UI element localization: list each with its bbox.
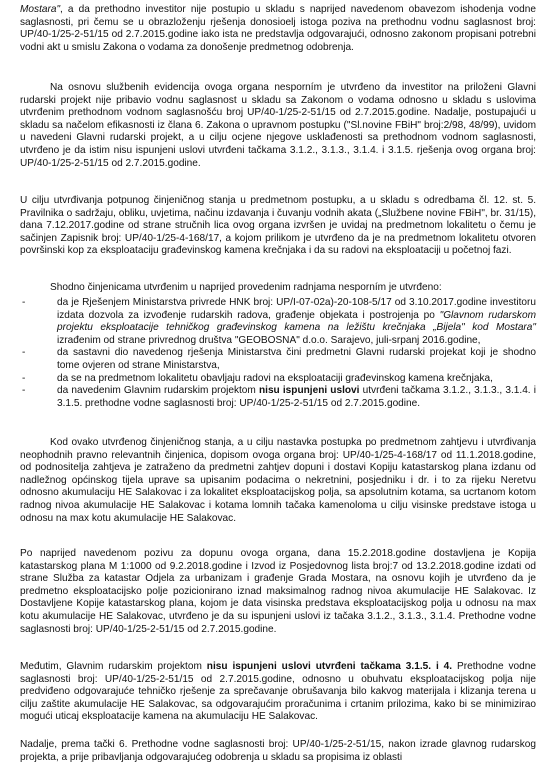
paragraph-3-text: U cilju utvrđivanja potpunog činjeničnog stanja u predmetnom postupku, a u skladu s odredbama čl. 12. st. 5. Pravilnika o sadržaju, obliku, uvjetima, načinu izdavanja i čuvanju vodnih akata („Službene novine FBiH", br. 31/15), dana 7.12.2017.godine od strane stručnih lica ovog organa izvršen je uvidaj na predmetnom lokalitetu o čemu je sačinjen Zapisnik broj: UP/40-1/25-4-168/17, a kojom prilikom je utvrđeno da je na predmetnom lokalitetu otvoren površinski kop za eksploataciju građevinskog kamena krečnjaka i da su radovi na eksploataciji u početnoj fazi.: [20, 195, 536, 257]
paragraph-8: [20, 739, 536, 764]
list-item: - da sastavni dio navedenog rješenja Ministarstva čini predmetni Glavni rudarski projekat koji je shodno tome ovjeren od strane Ministarstva,: [20, 347, 536, 372]
mostara-quote: Mostara": [20, 4, 61, 15]
paragraph-3: [20, 195, 536, 258]
paragraph-1-text: , a da prethodno investitor nije postupio u skladu s naprijed navedenom obavezom ishodenja vodne saglasnosti, pri čemu se u obrazloženju rješenja donosioelj istoga poziva na prethodnu vodnu saglasnost broj: UP/40-1/25-2-51/15 od 2.7.2015.godine iako ista ne predstavlja odgovarajući, odnosno zakonom propisani potrebni vodni akt u smislu Zakona o vodama za donošenje predmetnog odobrenja.: [20, 4, 536, 53]
paragraph-6-text: Po naprijed navedenom pozivu za dopunu ovoga organa, dana 15.2.2018.godine dostavljena je Kopija katastarskog plana M 1:1000 od 9.2.2018.godine i Izvod iz Posjedovnog lista broj:7 od 13.2.2018.godine izdati od strane Služba za katastar Odjela za urbanizam i građenje Grada Mostara, na osnovu kojih je utvrđeno da je predmetno eksploatacijsko polje pozicionirano iznad maksimalnog radnog nivoa akumulacije HE Salakovac. Iz Dostavljene Kopije katastarskog plana, kojom je data visinska predstava eksploatacijskog polja u odnosu na max kotu akumulacije HE Salakovac, utvrđeno je da su ispunjeni uslovi iz tačaka 3.1.2., 3.1.3., 3.1.4. Prethodne vodne saglasnosti broj: UP/40-1/25-2-51/15 od 2.7.2015.godine.: [20, 548, 536, 635]
paragraph-8-text: Nadalje, prema tački 6. Prethodne vodne saglasnosti broj: UP/40-1/25-2-51/15, nakon izrade glavnog rudarskog projekta, a prije pribavljanja odgovarajućeg odobrenja u skladu sa propisima iz oblasti: [20, 739, 536, 763]
paragraph-1: [20, 4, 536, 54]
list-item: - da se na predmetnom lokalitetu obavljaju radovi na eksploataciji građevinskog kamena krečnjaka,: [20, 373, 536, 386]
paragraph-6: [20, 548, 536, 636]
paragraph-7: Međutim, Glavnim rudarskim projektom nisu ispunjeni uslovi utvrđeni tačkama 3.1.5. i 4. Prethodne vodne saglasnosti broj: UP/40-1/25-2-51/15 od 2.7.2015.godine, odnosno u obuhvatu eksploatacijskog polja nije predviđeno odgovarajuće tehničko rješenje za sprečavanje obrušavanja bilo kakvog materijala i klizanja terena u cilju zaštite akumulacije HE Salakovac, sa odgovarajućim proračunima i crtanim prilozima, kako bi se minimizirao mogući uticaj eksploatacije kamena na akumulaciju HE Salakovac.: [20, 661, 536, 723]
paragraph-5-text: Kod ovako utvrđenog činjeničnog stanja, a u cilju nastavka postupka po predmetnom zahtjevu i utvrđivanja neophodnih pravno relevantnih činjenica, dopisom ovoga organa broj: UP/40-1/25-4-168/17 od 11.1.2018.godine, od podnositelja zahtjeva je zatraženo da predmetni zahtjev dopuni i dostavi Kopiju katastarskog plana izdanu od nadležnog općinskog tijela uprave sa upisanim podacima o nekretnini, posjedniku i dr. i to za rijeku Neretvu odnosno akumulaciju HE Salakovac i za lokalitet eksploatacijskog polja, sa apsolutnim kotama, sa ucrtanom kotom radnog nivoa akumulacije HE Salakovac i kotama lomnih tačaka kamenoloma u cilju visinske predstave istoga u odnosu na max kotu akumulacije HE Salakovac.: [20, 437, 536, 524]
paragraph-2-text: Na osnovu službenih evidencija ovoga organa nesporním je utvrđeno da investitor na priloženi Glavni rudarski projekt nije pribavio vodnu saglasnost u skladu sa Zakonom o vodama odnosno u skladu s uslovima utvrđenim prethodnom vodnom saglasnošću broj UP/40-1/25-2-51/15 od 2.7.2015.godine. Nadalje, postupajući u skladu sa načelom efikasnosti iz člana 6. Zakona o upravnom postupku ("Sl.novine FBiH" broj:2/98, 48/99), uvidom u navedeni Glavni rudarski projekt, a u cilju ocjene njegove usklađenosti sa prethodnom vodnom saglasnosti, utvrđeno je da istim nisu ispunjeni uslovi utvrđeni tačkama 3.1.2., 3.1.3., 3.1.4. i 3.1.5. rješenja ovog organa broj: UP/40-1/25-2-51/15 od 2.7.2015.godine.: [20, 82, 536, 169]
paragraph-5: [20, 437, 536, 525]
paragraph-4-text: Shodno činjenicama utvrđenim u naprijed provedenim radnjama nesporním je utvrđeno:: [50, 282, 442, 293]
emphasis-conditions-3-1-5-and-4: nisu ispunjeni uslovi utvrđeni tačkama 3.1.5. i 4.: [206, 661, 453, 672]
project-title: "Glavnom rudarskom projektu eksploatacije tehničkog građevinskog kamena na ležištu krečnjaka „Bijela" kod Mostara": [57, 309, 536, 334]
list-item: - da je Rješenjem Ministarstva privrede HNK broj: UP/I-07-02a)-20-108-5/17 od 3.10.2017.godine investitoru izdata dozvola za izvođenje rudarskih radova, građenje objekata i postrojenja po "Glavnom rudarskom projektu eksploatacije tehničkog građevinskog kamena na ležištu krečnjaka „Bijela" kod Mostara" izrađenim od strane privrednog društva "GEOBOSNA" d.o.o. Sarajevo, juli-srpanj 2016.godine,: [20, 297, 536, 347]
list-item: - da navedenim Glavnim rudarskim projektom nisu ispunjeni uslovi utvrđeni tačkama 3.1.2., 3.1.3., 3.1.4. i 3.1.5. prethodne vodne saglasnosti broj: UP/40-1/25-2-51/15 od 2.7.2015.godine.: [20, 385, 536, 410]
paragraph-4: [20, 282, 536, 295]
paragraph-2: [20, 82, 536, 170]
emphasis-conditions-not-met: nisu ispunjeni uslovi: [258, 385, 360, 397]
findings-list: [20, 297, 536, 410]
